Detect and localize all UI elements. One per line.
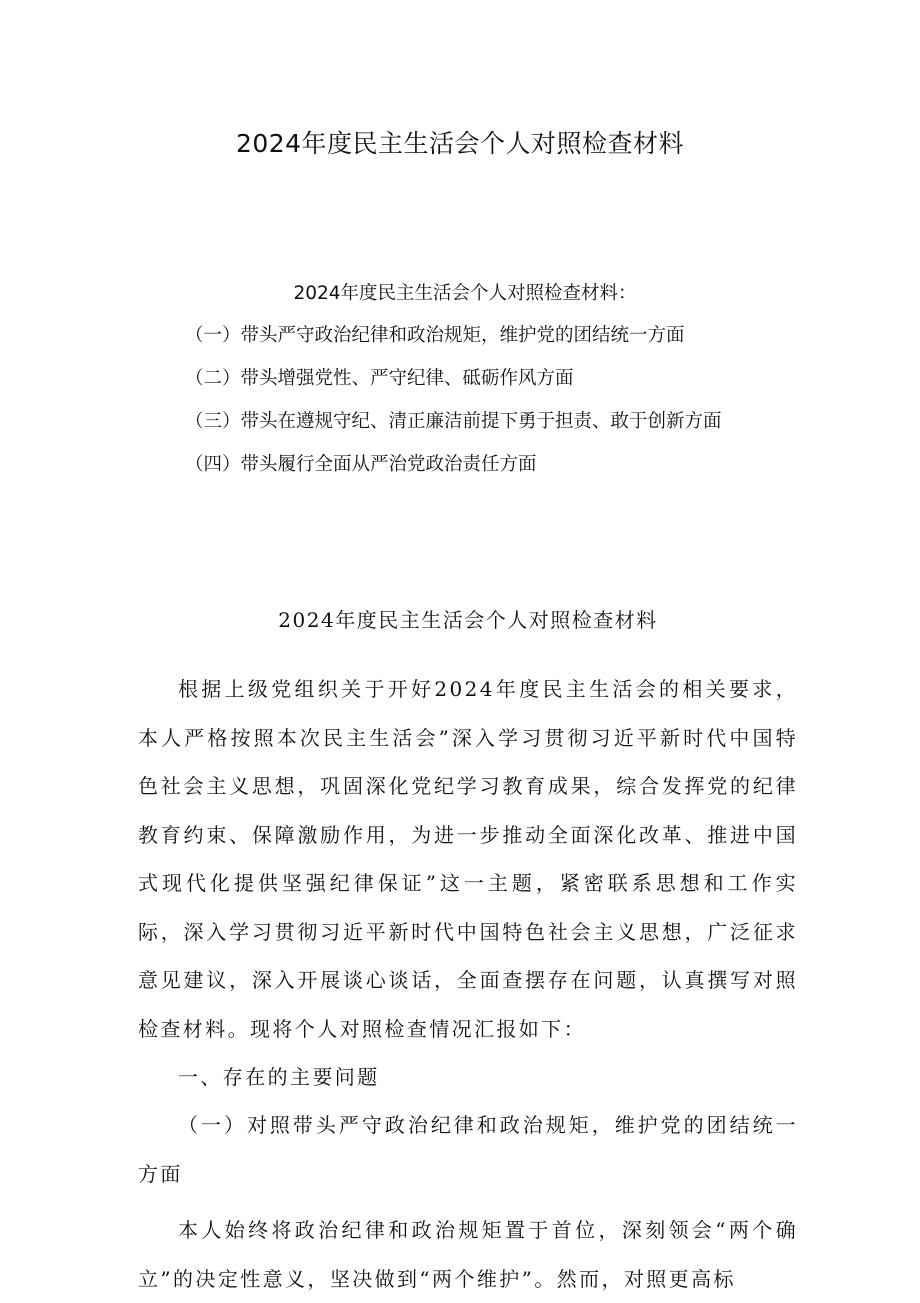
main-title: 2024年度民主生活会个人对照检查材料 bbox=[235, 129, 685, 158]
toc-item: （四）带头履行全面从严治党政治责任方面 bbox=[185, 454, 537, 475]
subsection-heading: （一）对照带头严守政治纪律和政治规矩，维护党的团结统一方面 bbox=[138, 1113, 798, 1186]
toc-heading: 2024年度民主生活会个人对照检查材料： bbox=[293, 283, 637, 304]
table-of-contents bbox=[0, 280, 920, 494]
intro-paragraph: 根据上级党组织关于开好2024年度民主生活会的相关要求，本人严格按照本次民主生活会”深入学习贯彻习近平新时代中国特色社会主义思想，巩固深化党纪学习教育成果，综合发挥党的纪律教育约束、保障激励作用，为进一步推动全面深化改革、推进中国式现代化提供坚强纪律保证”这一主题，紧密联系思想和工作实际，深入学习贯彻习近平新时代中国特色社会主义思想，广泛征求意见建议，深入开展谈心谈话，全面查摆存在问题，认真撰写对照检查材料。现将个人对照检查情况汇报如下： bbox=[138, 677, 798, 1041]
toc-item: （二）带头增强党性、严守纪律、砥砺作风方面 bbox=[185, 368, 574, 389]
toc-item: （一）带头严守政治纪律和政治规矩，维护党的团结统一方面 bbox=[185, 325, 685, 346]
document-body bbox=[138, 603, 798, 1303]
body-title: 2024年度民主生活会个人对照检查材料 bbox=[278, 608, 658, 632]
section-heading: 一、存在的主要问题 bbox=[178, 1065, 380, 1089]
body-paragraph: 本人始终将政治纪律和政治规矩置于首位，深刻领会“两个确立”的决定性意义，坚决做到“两个维护”。然而，对照更高标 bbox=[138, 1218, 798, 1291]
toc-item: （三）带头在遵规守纪、清正廉洁前提下勇于担责、敢于创新方面 bbox=[185, 411, 722, 432]
